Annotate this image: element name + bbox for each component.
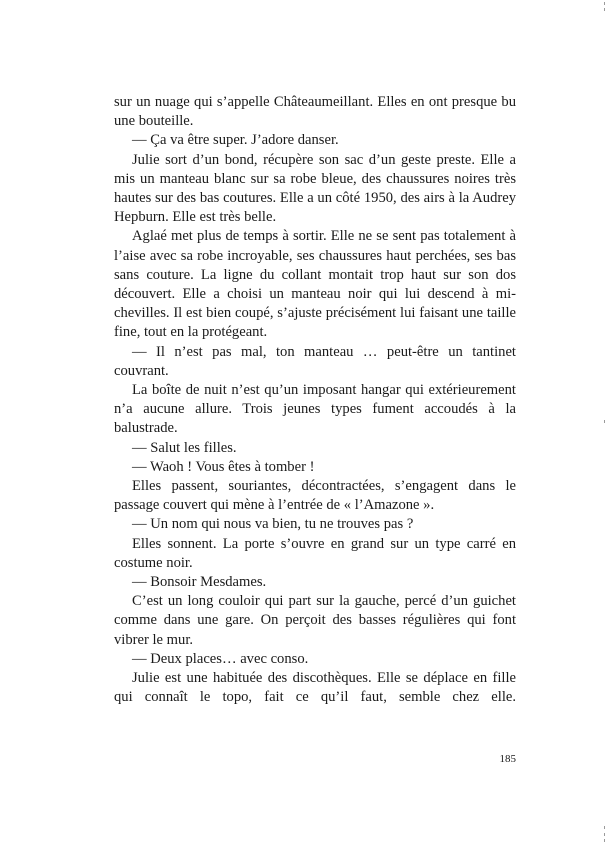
dialogue-line: — Il n’est pas mal, ton manteau … peut-être un tantinet couvrant.	[114, 343, 516, 379]
paragraph: sur un nuage qui s’appelle Châteaumeillant. Elles en ont presque bu une bouteille.	[114, 94, 516, 130]
paragraph: La boîte de nuit n’est qu’un imposant hangar qui extérieurement n’a aucune allure. Trois jeunes types fument accoudés à la balustrade.	[114, 382, 516, 437]
page-number: 185	[499, 753, 516, 765]
crop-mark	[604, 420, 605, 423]
paragraph: C’est un long couloir qui part sur la gauche, percé d’un guichet comme dans une gare. On perçoit des basses régulières qui font vibrer le mur.	[114, 593, 516, 648]
dialogue-line: — Waoh ! Vous êtes à tomber !	[132, 458, 315, 475]
book-page-text	[114, 93, 516, 708]
paragraph: Aglaé met plus de temps à sortir. Elle ne se sent pas totalement à l’aise avec sa robe incroyable, ses chaussures haut perchées, ses bas sans couture. La ligne du collant montait trop haut sur son dos découvert. Elle a choisi un manteau noir qui lui descend à mi-chevilles. Il est bien coupé, s’ajuste précisément lui faisant une taille fine, tout en la protégeant.	[114, 228, 516, 341]
dialogue-line: — Bonsoir Mesdames.	[132, 574, 267, 591]
crop-mark	[604, 833, 605, 836]
crop-mark	[604, 8, 605, 11]
crop-mark	[604, 839, 605, 842]
dialogue-line: — Ça va être super. J’adore danser.	[132, 132, 339, 149]
crop-mark	[604, 826, 605, 829]
dialogue-line: — Deux places… avec conso.	[132, 650, 309, 667]
dialogue-line: — Un nom qui nous va bien, tu ne trouves pas ?	[132, 516, 414, 533]
dialogue-line: — Salut les filles.	[132, 439, 237, 456]
paragraph: Elles sonnent. La porte s’ouvre en grand sur un type carré en costume noir.	[114, 535, 516, 571]
crop-mark	[604, 2, 605, 5]
paragraph: Elles passent, souriantes, décontractées, s’engagent dans le passage couvert qui mène à l’entrée de « l’Amazone ».	[114, 478, 516, 514]
paragraph: Julie sort d’un bond, récupère son sac d’un geste preste. Elle a mis un manteau blanc sur sa robe bleue, des chaussures noires très hautes sur des bas coutures. Elle a un côté 1950, des airs à la Audrey Hepburn. Elle est très belle.	[114, 151, 516, 226]
paragraph: Julie est une habituée des discothèques. Elle se déplace en fille qui connaît le topo, fait ce qu’il faut, semble chez elle.	[114, 670, 516, 706]
